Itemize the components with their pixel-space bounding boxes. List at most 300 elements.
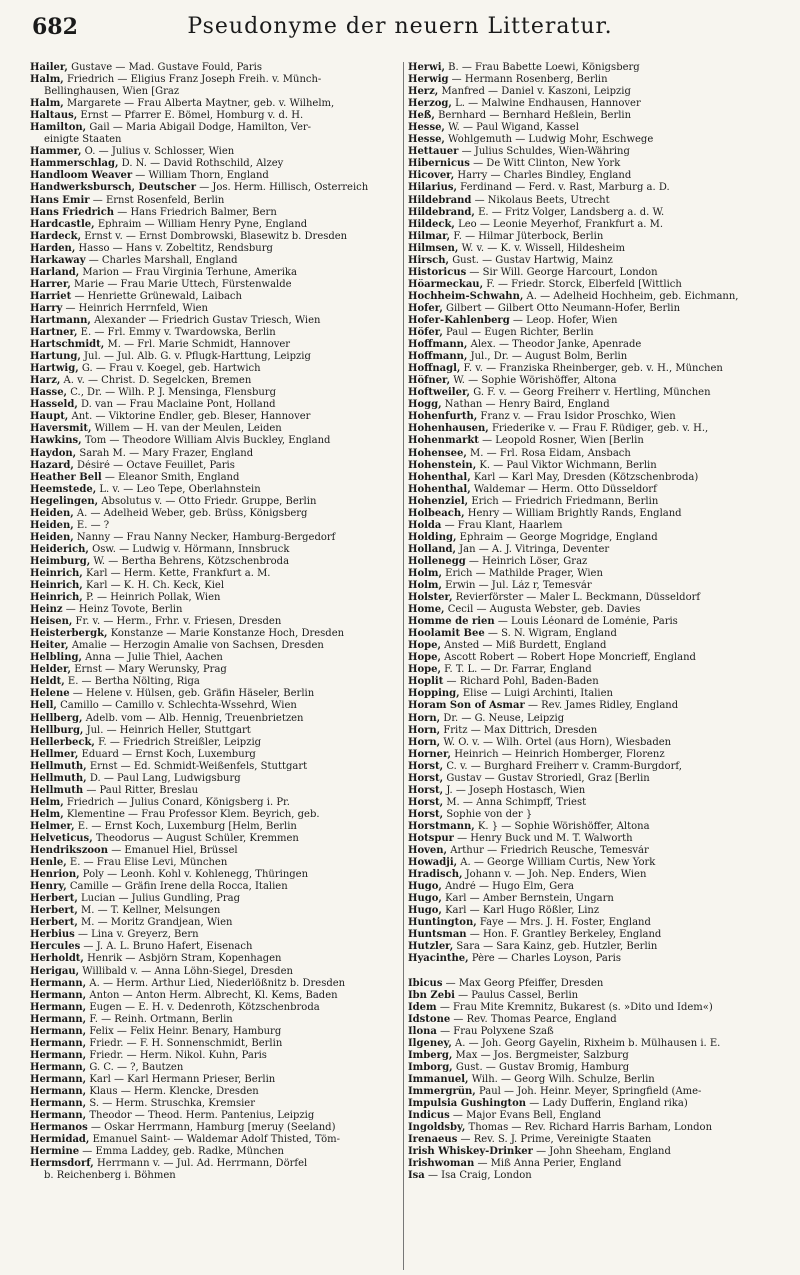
pseudonym: Heinrich, [30,580,83,592]
pseudonym: Hermann, [30,989,87,1001]
real-name: E. — Ernst Koch, Luxemburg [Helm, Berlin [77,820,297,832]
real-name: Willibald v. — Anna Löhn-Siegel, Dresden [82,965,293,977]
index-entry [30,881,402,893]
real-name: Ernst — Ed. Schmidt-Weißenfels, Stuttgart [89,760,308,772]
pseudonym: Hasseld, [30,399,78,411]
real-name: — Richard Pohl, Baden-Baden [446,676,599,688]
pseudonym: Ingoldsby, [408,1122,466,1134]
pseudonym: Herigau, [30,965,80,977]
index-entry [408,592,780,604]
real-name: Faye — Mrs. J. H. Foster, England [479,917,651,929]
index-entry [408,700,780,712]
pseudonym: Hellmuth, [30,760,87,772]
real-name: S. — Herm. Struschka, Kremsier [89,1098,255,1110]
index-entry [30,134,402,146]
index-entry [408,1110,780,1122]
real-name: — Paulus Cassel, Berlin [458,989,579,1001]
real-name: — Helene v. Hülsen, geb. Gräfin Häseler, Berlin [72,688,315,700]
real-name: — John Sheeham, England [536,1146,671,1158]
pseudonym: Hermann, [30,1037,87,1049]
real-name: Theodor — Theod. Herm. Pantenius, Leipzig [89,1110,315,1122]
index-entry [30,411,402,423]
index-entry [408,158,780,170]
index-entry [30,785,402,797]
real-name: Gilbert — Gilbert Otto Neumann-Hofer, Berlin [446,302,681,314]
pseudonym: Herbert, [30,893,78,905]
index-entry [408,472,780,484]
index-entry [408,881,780,893]
pseudonym: Hohenhausen, [408,423,489,435]
pseudonym: Herwi, [408,62,445,73]
pseudonym: Holster, [408,592,453,604]
pseudonym: Herbert, [30,917,78,929]
real-name: E. — Bertha Nölting, Riga [67,676,200,688]
index-entry [408,423,780,435]
index-entry [30,616,402,628]
index-entry [408,616,780,628]
real-name: M. — Frl. Rosa Eidam, Ansbach [470,447,631,459]
pseudonym: Handwerksbursch, Deutscher [30,182,197,194]
index-entry [408,1146,780,1158]
real-name: Karl — Karl May, Dresden (Kötzschenbroda) [473,471,699,483]
pseudonym: Irish Whiskey-Drinker [408,1146,533,1158]
real-name: Friedr. — Herm. Nikol. Kuhn, Paris [89,1049,267,1061]
pseudonym: Handloom Weaver [30,170,133,182]
pseudonym: Heinz [30,604,63,616]
pseudonym: Idem [408,1001,437,1013]
real-name: Désiré — Octave Feuillet, Paris [77,459,235,471]
real-name: D. N. — David Rothschild, Alzey [121,158,284,170]
index-entry [408,62,780,74]
index-entry [408,98,780,110]
pseudonym: Hans Friedrich [30,206,115,218]
real-name: E. — Fritz Volger, Landsberg a. d. W. [478,206,665,218]
real-name: — Hans Friedrich Balmer, Bern [117,206,277,218]
real-name: E. — ? [76,519,110,531]
pseudonym: Horn, [408,736,441,748]
index-entry [30,303,402,315]
pseudonym: Helm, [30,808,64,820]
pseudonym: Hardcastle, [30,218,95,230]
real-name: Amalie — Herzogin Amalie von Sachsen, Dresden [71,640,324,652]
index-entry [30,797,402,809]
index-entry [30,761,402,773]
pseudonym: Harz, [30,375,61,387]
pseudonym: Hartschmidt, [30,339,105,351]
index-entry [408,315,780,327]
pseudonym: Herholdt, [30,953,84,965]
pseudonym: Halm, [30,98,64,110]
index-entry [30,773,402,785]
columns [30,62,782,1270]
pseudonym: Haltaus, [30,110,78,122]
pseudonym: Immergrün, [408,1085,476,1097]
index-entry [30,905,402,917]
real-name: — Sir Will. George Harcourt, London [469,266,658,278]
real-name: A. — Adelheid Hochheim, geb. Eichmann, [526,290,739,302]
pseudonym: Horner, [408,748,452,760]
real-name: A. — Herm. Arthur Lied, Niederlößnitz b. Dresden [89,977,346,989]
real-name: A. — George William Curtis, New York [460,857,656,869]
pseudonym: Henrion, [30,869,80,881]
index-entry [30,966,402,978]
pseudonym: Hermann, [30,977,87,989]
real-name: Karl — Amber Bernstein, Ungarn [445,893,614,905]
pseudonym: Hartmann, [30,314,91,326]
real-name: — Charles Marshall, England [88,254,238,266]
index-entry [30,291,402,303]
pseudonym: Hellburg, [30,724,84,736]
real-name: Johann v. — Joh. Nep. Enders, Wien [465,869,647,881]
index-entry [408,74,780,86]
index-entry [30,592,402,604]
real-name: Willem — H. van der Meulen, Leiden [94,423,282,435]
pseudonym: Holding, [408,531,457,543]
pseudonym: Hoolamit Bee [408,628,485,640]
index-entry [408,664,780,676]
index-entry [408,725,780,737]
pseudonym: Hofer, [408,302,443,314]
real-name: M. — Frl. Marie Schmidt, Hannover [107,339,291,351]
pseudonym: Hilmar, [408,230,451,242]
real-name: Ernst — Pfarrer E. Bömel, Homburg v. d. H. [80,110,304,122]
pseudonym: Horstmann, [408,820,475,832]
pseudonym: Herbius [30,929,75,941]
index-entry [30,207,402,219]
index-entry [30,496,402,508]
index-entry [408,267,780,279]
pseudonym: Hoffnagl, [408,363,461,375]
pseudonym: Idstone [408,1013,451,1025]
pseudonym: Heisterbergk, [30,628,108,640]
real-name: — Eleanor Smith, England [104,471,240,483]
real-name: Friederike v. — Frau F. Rüdiger, geb. v. H., [491,423,709,435]
real-name: Père — Charles Loyson, Paris [471,953,621,965]
pseudonym: Hermsdorf, [30,1158,94,1170]
pseudonym: Hammer, [30,146,82,158]
real-name: J. — Joseph Hostasch, Wien [446,784,586,796]
index-entry [30,1098,402,1110]
pseudonym: Horn, [408,712,441,724]
pseudonym: Hildebrand, [408,206,475,218]
index-entry [30,327,402,339]
real-name: — S. N. Wigram, England [487,628,617,640]
pseudonym: Hermann, [30,1061,87,1073]
real-name: Friedrich — Julius Conard, Königsberg i. Pr. [66,796,290,808]
page-header [0,0,800,56]
pseudonym: Hasse, [30,387,68,399]
pseudonym: Heiden, [30,519,74,531]
real-name: Wohlgemuth — Ludwig Mohr, Eschwege [448,134,654,146]
index-entry [30,1062,402,1074]
index-entry [408,785,780,797]
index-entry [30,460,402,472]
index-entry [30,737,402,749]
pseudonym: Hermann, [30,1098,87,1110]
index-entry [30,1110,402,1122]
pseudonym: Hochheim-Schwahn, [408,290,524,302]
real-name: W. — Paul Wigand, Kassel [448,122,579,134]
real-name: — Ernst Rosenfeld, Berlin [92,194,225,206]
pseudonym: Haversmit, [30,423,92,435]
real-name: M. — T. Kellner, Melsungen [81,905,221,917]
real-name: L. v. — Leo Tepe, Oberlahnstein [99,483,261,495]
real-name: Theodorus — August Schüler, Kremmen [95,833,299,844]
real-name: Marie — Frau Marie Uttech, Fürstenwalde [74,278,292,290]
index-entry [408,905,780,917]
real-name: F. T. L. — Dr. Farrar, England [444,664,592,676]
pseudonym: Hoffmann, [408,351,468,363]
pseudonym: Helmer, [30,820,75,832]
real-name: Manfred — Daniel v. Kaszoni, Leipzig [441,86,631,98]
index-entry [30,688,402,700]
index-entry [408,556,780,568]
pseudonym: Hoftweiler, [408,387,470,399]
real-name: Hasso — Hans v. Zobeltitz, Rendsburg [78,242,273,254]
pseudonym: Hermann, [30,1073,87,1085]
pseudonym: Holm, [408,580,442,592]
real-name: Gail — Maria Abigail Dodge, Hamilton, Ver- [89,122,312,134]
real-name: — Hermann Rosenberg, Berlin [451,74,608,86]
pseudonym: Hugo, [408,881,442,893]
real-name: — Hon. F. Grantley Berkeley, England [469,929,662,941]
index-entry [408,990,780,1002]
pseudonym: Heimburg, [30,555,91,567]
real-name: K. } — Sophie Wörishöffer, Altona [477,820,650,832]
real-name: Klaus — Herm. Klencke, Dresden [89,1085,259,1097]
index-entry [30,676,402,688]
pseudonym: Hope, [408,640,441,652]
real-name: — Miß Anna Perier, England [477,1158,622,1170]
index-entry [408,1062,780,1074]
real-name: Marion — Frau Virginia Terhune, Amerika [82,266,297,278]
pseudonym: Hesse, [408,134,445,146]
pseudonym: Henle, [30,857,67,869]
index-entry [408,821,780,833]
index-entry [30,568,402,580]
index-entry [30,628,402,640]
real-name: E. — Frl. Emmy v. Twardowska, Berlin [80,327,276,339]
pseudonym: Hesse, [408,122,445,134]
pseudonym: Imberg, [408,1049,453,1061]
real-name: Karl — Herm. Kette, Frankfurt a. M. [85,567,271,579]
index-entry [408,508,780,520]
index-entry [30,472,402,484]
index-entry [30,170,402,182]
pseudonym: Hendrikszoon [30,845,108,857]
pseudonym: Haupt, [30,411,69,423]
index-entry [30,1122,402,1134]
real-name: Friedr. — F. H. Sonnenschmidt, Berlin [89,1037,283,1049]
pseudonym: Ilona [408,1025,437,1037]
page-title: Pseudonyme der neuern Litteratur. [187,14,613,39]
pseudonym: Hermann, [30,1001,87,1013]
index-entry [408,375,780,387]
pseudonym: Harry [30,302,63,314]
index-entry [408,941,780,953]
real-name: — Rev. Thomas Pearce, England [453,1013,617,1025]
index-entry [408,520,780,532]
index-entry [30,1050,402,1062]
pseudonym: Hawkins, [30,435,82,447]
index-entry [30,399,402,411]
index-entry [30,1146,402,1158]
pseudonym: Hohenstein, [408,459,477,471]
real-name: — De Witt Clinton, New York [473,158,621,170]
index-entry [30,520,402,532]
real-name: Henry — William Brightly Rands, England [467,507,682,519]
index-entry [30,1074,402,1086]
pseudonym: Historicus [408,266,467,278]
pseudonym: Henry, [30,881,67,893]
index-entry [408,1002,780,1014]
real-name: — Max Georg Pfeiffer, Dresden [445,977,604,989]
real-name: Jul. — Jul. Alb. G. v. Pflugk-Harttung, Leipzig [84,351,311,363]
pseudonym: Hohensee, [408,447,467,459]
index-entry [408,628,780,640]
pseudonym: Hotspur [408,833,454,844]
pseudonym: Horam Son of Asmar [408,700,525,712]
real-name: B. — Frau Babette Loewi, Königsberg [448,62,640,73]
real-name: F. — Reinh. Ortmann, Berlin [89,1013,233,1025]
pseudonym: Heinrich, [30,592,83,604]
index-entry [408,146,780,158]
pseudonym: Hohenmarkt [408,435,479,447]
index-entry [30,749,402,761]
real-name: — William Thorn, England [135,170,269,182]
pseudonym: Hermann, [30,1025,87,1037]
real-name: — Frau Polyxene Szaß [440,1025,554,1037]
pseudonym: Höarmeckau, [408,278,484,290]
pseudonym: Hermann, [30,1049,87,1061]
index-entry [408,749,780,761]
real-name: Ephraim — William Henry Pyne, England [97,218,308,230]
pseudonym: Ibn Zebi [408,989,455,1001]
index-entry [408,339,780,351]
index-entry [408,833,780,845]
real-name: Anna — Julie Thiel, Aachen [85,652,223,664]
index-entry [30,122,402,134]
pseudonym: Herzog, [408,98,452,110]
index-entry [408,604,780,616]
index-entry [30,219,402,231]
real-name: Arthur — Friedrich Reusche, Temesvár [450,845,649,857]
real-name: Jul. — Heinrich Heller, Stuttgart [86,724,251,736]
index-entry [30,435,402,447]
pseudonym: Holland, [408,543,456,555]
index-entry [408,688,780,700]
index-entry [30,929,402,941]
index-entry [30,1026,402,1038]
pseudonym: Haydon, [30,447,77,459]
real-name: — Isa Craig, London [427,1170,532,1182]
index-entry [30,448,402,460]
index-entry [408,255,780,267]
index-entry [408,857,780,869]
pseudonym: Hope, [408,664,441,676]
pseudonym: Hermann, [30,1085,87,1097]
real-name: F. — Friedr. Storck, Elberfeld [Wittlich [486,278,682,290]
real-name: Tom — Theodore William Alvis Buckley, England [84,435,331,447]
pseudonym: Hoffmann, [408,339,468,351]
index-entry [408,761,780,773]
index-entry [30,267,402,279]
pseudonym: Ibicus [408,977,443,989]
real-name: Heinrich — Heinrich Homberger, Florenz [454,748,665,760]
pseudonym: Huntington, [408,917,477,929]
real-name: André — Hugo Elm, Gera [445,881,574,893]
real-name: Friedrich — Eligius Franz Joseph Freih. v. Münch- [66,74,322,86]
index-entry [408,411,780,423]
real-name: Erich — Friedrich Friedmann, Berlin [471,495,659,507]
index-entry [408,797,780,809]
real-name: Jan — A. J. Vitringa, Deventer [459,543,610,555]
index-entry [408,231,780,243]
real-name: — Oskar Herrmann, Hamburg [meruy (Seeland) [90,1122,336,1134]
real-name: Poly — Leonh. Kohl v. Kohlenegg, Thüringen [82,869,309,881]
index-entry [408,953,780,965]
pseudonym: Horst, [408,772,444,784]
index-entry [30,74,402,86]
index-entry [408,532,780,544]
pseudonym: Hollenegg [408,555,466,567]
real-name: W. — Bertha Behrens, Kötzschenbroda [93,555,290,567]
pseudonym: Heiden, [30,531,74,543]
pseudonym: Hellmuth [30,784,84,796]
column-divider [403,62,404,1270]
real-name: — Julius Schuldes, Wien-Währing [461,146,630,158]
index-entry [30,821,402,833]
index-entry [408,1098,780,1110]
index-entry [30,62,402,74]
pseudonym: Irishwoman [408,1158,475,1170]
index-entry [30,857,402,869]
real-name: Bernhard — Bernhard Heßlein, Berlin [438,110,632,122]
real-name: F. — Friedrich Streißler, Leipzig [98,736,262,748]
index-entry [408,363,780,375]
real-name: Ansted — Miß Burdett, England [444,640,607,652]
real-name: E. — Frau Elise Levi, München [69,857,228,869]
index-entry [30,917,402,929]
real-name: Paul — Joh. Heinr. Meyer, Springfield (Ame- [478,1085,702,1097]
pseudonym: Heisen, [30,616,73,628]
pseudonym: Hellmuth, [30,772,87,784]
real-name: C., Dr. — Wilh. P. J. Mensinga, Flensburg [70,387,276,399]
pseudonym: Hildebrand [408,194,472,206]
index-entry [30,182,402,194]
pseudonym: Immanuel, [408,1073,469,1085]
pseudonym: Helm, [30,796,64,808]
pseudonym: Hans Emir [30,194,90,206]
real-name: Harry — Charles Bindley, England [457,170,632,182]
index-entry [30,110,402,122]
index-entry [408,448,780,460]
real-name: einigte Staaten [44,134,122,146]
index-entry [408,303,780,315]
pseudonym: Indicus [408,1110,450,1122]
real-name: G. C. — ?, Bautzen [89,1061,184,1073]
real-name: Fr. v. — Herm., Frhr. v. Friesen, Dresden [75,616,282,628]
index-entry [408,893,780,905]
real-name: — J. A. L. Bruno Hafert, Eisenach [83,941,253,953]
pseudonym: Harrer, [30,278,71,290]
index-entry [408,484,780,496]
real-name: Alexander — Friedrich Gustav Triesch, Wien [94,314,321,326]
real-name: b. Reichenberg i. Böhmen [44,1170,176,1182]
real-name: Ernst v. — Ernst Dombrowski, Blasewitz b. Dresden [84,230,348,242]
pseudonym: Hopping, [408,688,460,700]
real-name: Klementine — Frau Professor Klem. Beyrich, geb. [66,808,320,820]
